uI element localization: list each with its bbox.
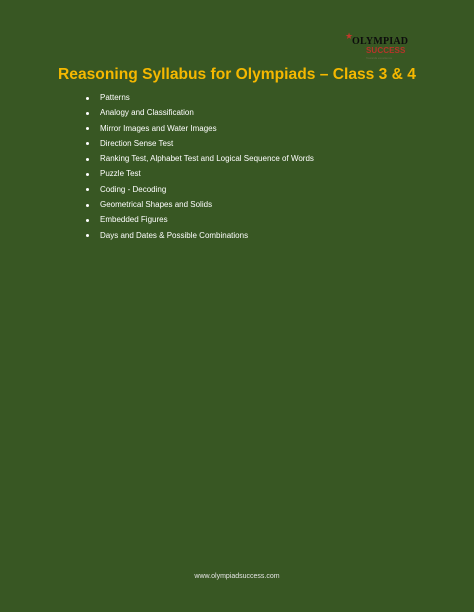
star-icon: ★ [345,31,354,41]
footer-website-link[interactable]: www.olympiadsuccess.com [194,573,280,580]
list-item-label: Days and Dates & Possible Combinations [100,230,249,240]
list-item-label: Puzzle Test [100,169,141,179]
bullet-icon [86,219,89,222]
list-item-label: Geometrical Shapes and Solids [100,200,213,210]
list-item [86,105,314,120]
list-item [86,212,314,227]
list-item [86,136,314,151]
olympiad-success-logo [344,32,414,62]
bullet-icon [86,234,89,237]
bullet-icon [86,188,89,191]
bullet-icon [86,97,89,100]
list-item-label: Direction Sense Test [100,138,174,148]
list-item-label: Coding - Decoding [100,184,167,194]
bullet-icon [86,204,89,207]
bullet-icon [86,142,89,145]
list-item [86,90,314,105]
list-item-label: Patterns [100,93,130,102]
list-item-label: Mirror Images and Water Images [100,123,217,133]
list-item [86,197,314,212]
logo-tagline: Towards excellence [366,56,393,60]
list-item [86,151,314,166]
list-item-label: Embedded Figures [100,215,168,225]
logo-name: OLYMPIAD [352,36,409,47]
bullet-icon [86,158,89,161]
logo-subname: SUCCESS [366,46,406,55]
bullet-icon [86,127,89,130]
list-item [86,121,314,136]
list-item [86,166,314,181]
page-title: Reasoning Syllabus for Olympiads – Class 3 & 4 [58,66,416,83]
syllabus-list [86,90,314,243]
list-item-label: Analogy and Classification [100,108,194,118]
bullet-icon [86,173,89,176]
list-item-label: Ranking Test, Alphabet Test and Logical Sequence of Words [100,154,314,164]
list-item [86,228,314,243]
list-item [86,182,314,197]
bullet-icon [86,112,89,115]
